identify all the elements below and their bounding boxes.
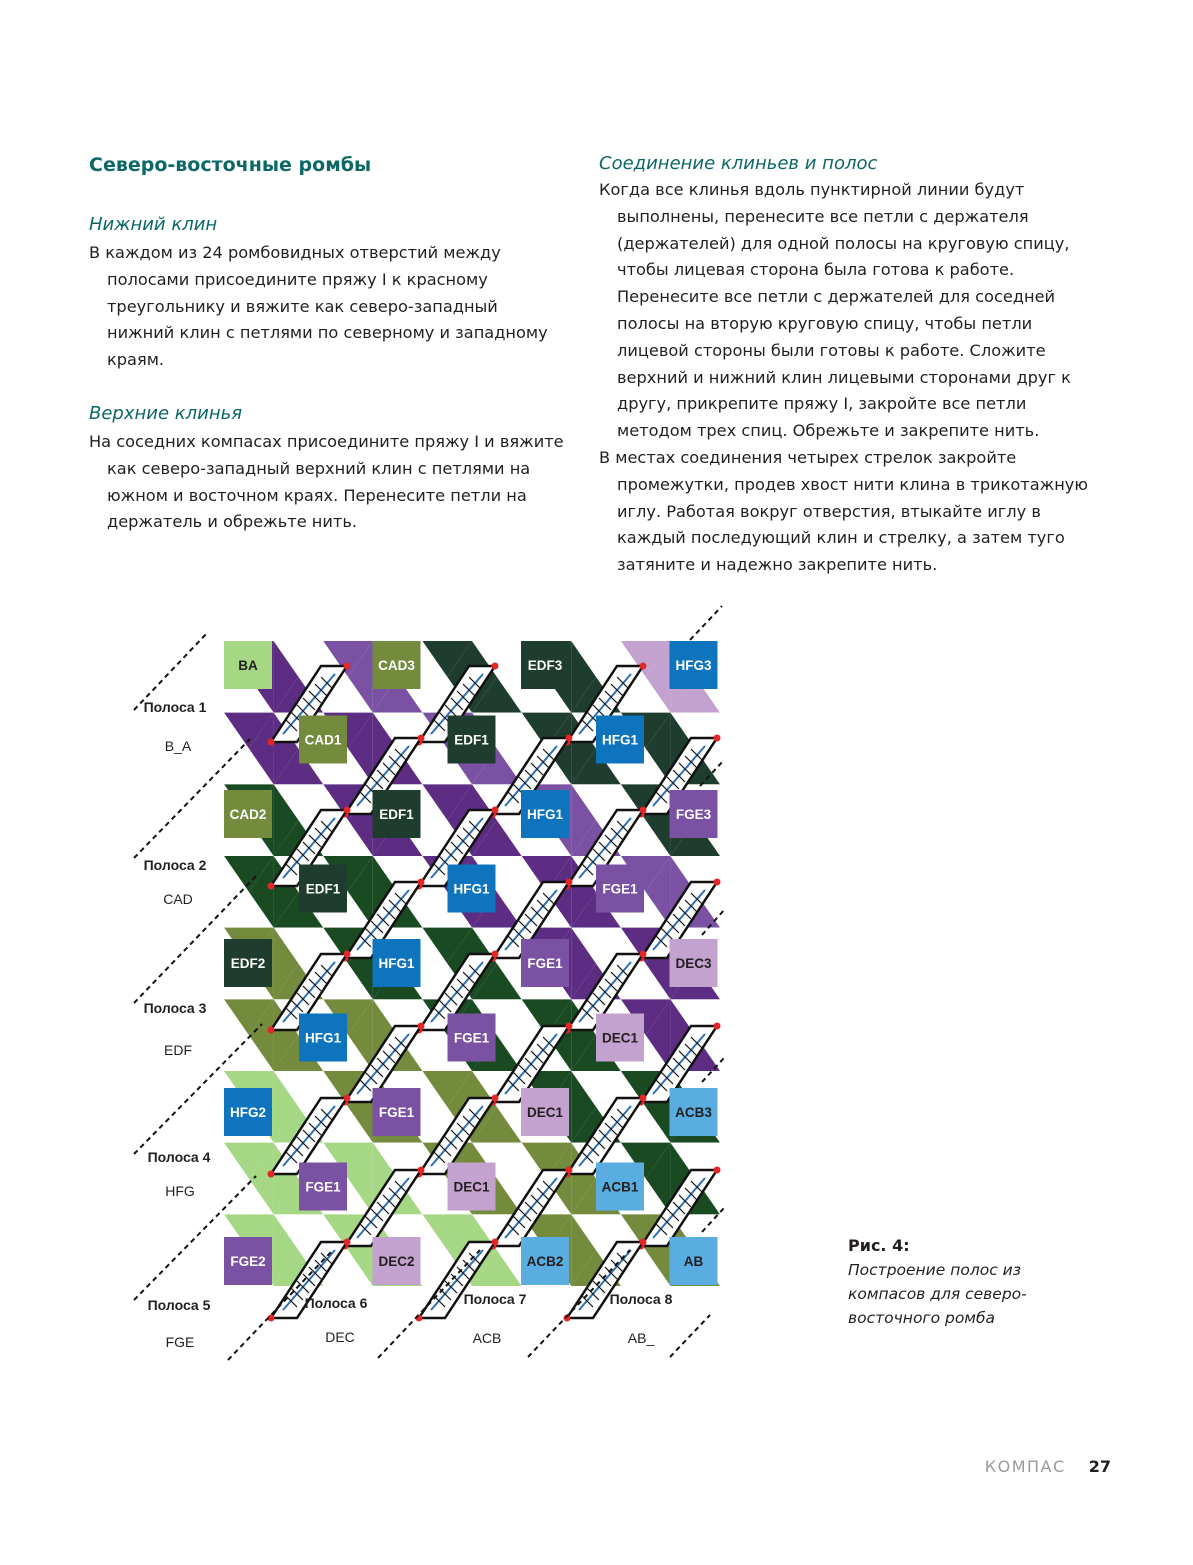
strip-label-name: Полоса 6 xyxy=(304,1295,368,1311)
square-label: CAD1 xyxy=(304,732,342,748)
square-label: DEC1 xyxy=(601,1030,639,1046)
join-dot xyxy=(344,1239,351,1246)
strip-label-name: Полоса 7 xyxy=(463,1291,527,1307)
square-label: HFG1 xyxy=(304,1030,342,1046)
join-dot xyxy=(268,883,275,890)
square-label: DEC2 xyxy=(378,1254,415,1269)
join-dot xyxy=(714,879,721,886)
strip-label-name: Полоса 5 xyxy=(147,1297,211,1313)
join-dot xyxy=(344,1095,351,1102)
join-dot xyxy=(418,879,425,886)
join-dot xyxy=(640,951,647,958)
paragraph-closing-gaps: В местах соединения четырех стрелок закройте промежутки, продев хвост нити клина в трикотажную иглу. Работая вокруг отверстия, втыкайте иглу в каждый последующий клин и стрелку, а затем туго затяните и надежно закрепите нить. xyxy=(599,447,1089,575)
join-dot xyxy=(344,663,351,670)
square-label: DEC1 xyxy=(526,1105,564,1120)
square-label: ACB2 xyxy=(526,1254,564,1269)
join-dot xyxy=(566,1167,573,1174)
strip-label-code: AB_ xyxy=(627,1330,655,1346)
join-dot xyxy=(344,807,351,814)
join-dot xyxy=(640,807,647,814)
join-dot xyxy=(640,1095,647,1102)
join-dot xyxy=(492,1095,499,1102)
join-dot xyxy=(492,951,499,958)
join-dot xyxy=(418,735,425,742)
square-label: FGE1 xyxy=(305,1179,341,1195)
join-dot xyxy=(268,1027,275,1034)
square-label: HFG1 xyxy=(526,807,564,822)
page-footer xyxy=(985,1457,1111,1476)
join-dot xyxy=(714,1023,721,1030)
square-label: FGE3 xyxy=(675,807,712,822)
strip-label-code: CAD xyxy=(163,891,193,907)
square-label: EDF2 xyxy=(230,956,266,971)
strip-label-name: Полоса 8 xyxy=(609,1291,673,1307)
square-label: DEC3 xyxy=(675,956,712,971)
square-label: EDF1 xyxy=(305,881,341,897)
figure-caption xyxy=(848,1234,1068,1330)
join-dot xyxy=(492,807,499,814)
subhead-lower-wedge: Нижний клин xyxy=(89,214,218,235)
strip-label-name: Полоса 2 xyxy=(143,857,207,873)
strip-label-code: EDF xyxy=(164,1042,192,1058)
strip-label-code: B_A xyxy=(164,738,192,754)
square-label: FGE1 xyxy=(527,956,563,971)
join-dot xyxy=(492,1239,499,1246)
join-dot xyxy=(492,663,499,670)
paragraph-joining: Когда все клинья вдоль пунктирной линии будут выполнены, перенесите все петли с держателя (держателей) для одной полосы на круговую спицу, чтобы лицевая сторона была готова к работе. Перенесите все петли с держателей для соседней полосы на вторую круговую спицу, чтобы петли лицевой стороны были готовы к работе. Сложите верхний и нижний клин лицевыми сторонами друг к другу, прикрепите пряжу I, закройте все петли методом трех спиц. Обрежьте и закрепите нить. xyxy=(599,180,1071,441)
strip-dashed-line xyxy=(670,1315,710,1357)
subhead-upper-wedges: Верхние клинья xyxy=(89,402,243,424)
join-dot xyxy=(566,1023,573,1030)
square-label: CAD2 xyxy=(229,807,267,822)
square-label: EDF1 xyxy=(379,807,414,822)
figure-caption-text: Построение полос из компасов для северо-восточного ромба xyxy=(848,1261,1027,1327)
square-label: FGE1 xyxy=(378,1105,415,1120)
join-dot xyxy=(344,951,351,958)
square-label: DEC1 xyxy=(453,1179,490,1195)
square-label: HFG3 xyxy=(675,658,712,673)
strip-label-code: ACB xyxy=(472,1330,502,1346)
square-label: FGE1 xyxy=(453,1030,490,1046)
square-label: HFG1 xyxy=(601,732,639,748)
square-label: HFG2 xyxy=(229,1105,267,1120)
join-dot xyxy=(418,1167,425,1174)
join-dot xyxy=(418,1023,425,1030)
square-label: AB xyxy=(683,1254,704,1269)
square-label: FGE1 xyxy=(602,881,638,897)
join-dot xyxy=(640,1239,647,1246)
square-label: ACB1 xyxy=(601,1179,639,1195)
square-label: ACB3 xyxy=(675,1105,712,1120)
strip-label-code: HFG xyxy=(165,1183,195,1199)
strip-label-name: Полоса 3 xyxy=(143,1000,207,1016)
square-label: BA xyxy=(238,658,258,673)
join-dot xyxy=(566,879,573,886)
join-dot xyxy=(714,735,721,742)
paragraph-lower-wedge: В каждом из 24 ромбовидных отверстий между полосами присоедините пряжу I к красному треугольнику и вяжите как северо-западный нижний клин с петлями по северному и западному краям. xyxy=(89,243,548,370)
square-label: HFG1 xyxy=(453,881,490,897)
subhead-joining: Соединение клиньев и полос xyxy=(599,153,878,174)
square-label: EDF1 xyxy=(454,732,489,748)
join-dot xyxy=(640,663,647,670)
strip-dashed-line xyxy=(690,606,722,640)
page-number: 27 xyxy=(1088,1457,1111,1476)
section-title: Северо-восточные ромбы xyxy=(89,154,372,176)
join-dot xyxy=(566,735,573,742)
running-head: КОМПАС xyxy=(984,1457,1066,1476)
square-label: FGE2 xyxy=(230,1254,266,1269)
strip-label-code: DEC xyxy=(325,1329,355,1345)
square-label: CAD3 xyxy=(378,658,415,673)
strip-label-name: Полоса 1 xyxy=(143,699,207,715)
square-label: HFG1 xyxy=(378,956,415,971)
strip-label-name: Полоса 4 xyxy=(147,1149,211,1165)
square-label: EDF3 xyxy=(527,658,563,673)
join-dot xyxy=(268,1171,275,1178)
join-dot xyxy=(714,1167,721,1174)
join-dot xyxy=(268,739,275,746)
paragraph-upper-wedges: На соседних компасах присоедините пряжу I и вяжите как северо-западный верхний клин с петлями на южном и восточном краях. Перенесите петли на держатель и обрежьте нить. xyxy=(89,431,564,532)
figure-number: Рис. 4: xyxy=(848,1236,910,1255)
strip-label-code: FGE xyxy=(165,1334,195,1350)
